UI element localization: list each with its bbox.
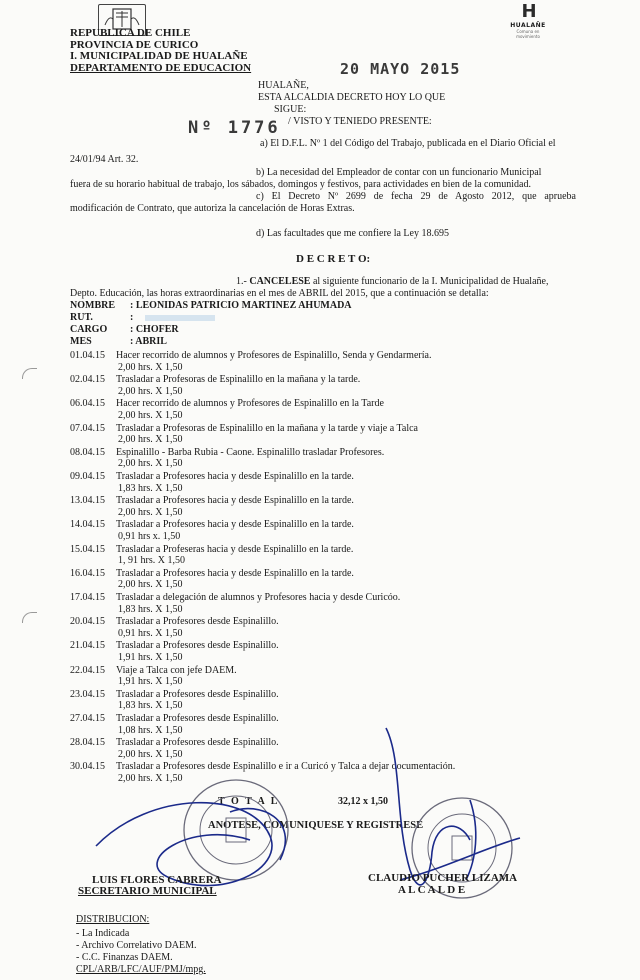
entry-description: Hacer recorrido de alumnos y Profesores de Espinalillo en la Tarde [116,398,384,410]
signature-left-title: SECRETARIO MUNICIPAL [78,885,217,897]
employee-rut: : [130,312,134,323]
header-line-department: DEPARTAMENTO DE EDUCACION [70,61,252,74]
decreto-title: D E C R E T O: [296,253,371,265]
entry-row [70,665,237,677]
signature-left-name: LUIS FLORES CABRERA [92,874,222,886]
logo-name: HUALAÑE [510,22,546,29]
entry-row [70,592,400,604]
resolution-keyword: CANCELESE [249,276,311,287]
entry-date: 06.04.15 [70,398,105,410]
employee-rut-label: RUT. [70,312,93,323]
entry-row [70,350,431,362]
entry-hours: 0,91 hrs x. 1,50 [118,530,181,542]
header-line-province: PROVINCIA DE CURICO [70,38,199,51]
employee-mes: : ABRIL [130,336,167,347]
consideration-c-line1: c) El Decreto Nº 2699 de fecha 29 de Agosto 2012, que aprueba [256,191,576,202]
entry-description: Trasladar a Profesores hacia y desde Espinalillo en la tarde. [116,471,354,482]
employee-mes-row [70,336,167,348]
entry-row [70,495,354,507]
entry-hours: 2,00 hrs. X 1,50 [118,458,183,470]
entry-hours: 2,00 hrs. X 1,50 [118,361,183,373]
entry-description: Trasladar a Profesores desde Espinalillo. [116,737,279,749]
entry-description: Espinalillo - Barba Rubia - Caone. Espinalillo trasladar Profesores. [116,446,385,458]
entry-date: 23.04.15 [70,688,105,700]
entry-date: 21.04.15 [70,640,105,652]
redacted-rut [145,315,215,321]
entry-description: Trasladar a Profesoras de Espinalillo en la mañana y la tarde. [116,374,361,386]
entry-date: 16.04.15 [70,567,105,579]
date-stamp: 20 MAYO 2015 [340,60,461,78]
entry-description: Trasladar a Profesores desde Espinalillo e ir a Curicó y Talca a dejar documentación. [116,761,456,773]
entry-date: 30.04.15 [70,761,105,773]
entry-hours: 2,00 hrs. X 1,50 [118,434,183,446]
entry-hours: 2,00 hrs. X 1,50 [118,409,183,421]
margin-mark [22,612,37,623]
employee-name-row [70,300,352,312]
entry-description: Trasladar a Profesores desde Espinalillo. [116,616,279,628]
distribution-initials: CPL/ARB/LFC/AUF/PMJ/mpg. [76,964,206,975]
entry-row [70,568,354,580]
entry-row [70,423,418,435]
distribution-title: DISTRIBUCION: [76,914,150,925]
entry-row [70,544,353,556]
entry-date: 20.04.15 [70,616,105,628]
intro-sigue: SIGUE: [274,104,307,115]
signature-alcalde-icon [386,728,520,885]
consideration-a-line2: 24/01/94 Art. 32. [70,154,139,165]
entry-row [70,761,455,773]
consideration-a-line1: a) El D.F.L. Nº 1 del Código del Trabajo, publicada en el Diario Oficial el [260,138,556,149]
entry-description: Viaje a Talca con jefe DAEM. [116,664,237,676]
signature-right-name: CLAUDIO PUCHER LIZAMA [368,872,518,884]
entry-description: Trasladar a Profesores hacia y desde Espinalillo en la tarde. [116,495,354,507]
entry-row [70,737,279,749]
total-label: T O T A L [218,796,280,807]
entry-hours: 1,08 hrs. X 1,50 [118,724,183,736]
employee-cargo: : CHOFER [130,324,179,335]
consideration-d-line1: d) Las facultades que me confiere la Ley 18.695 [256,228,449,239]
entry-date: 02.04.15 [70,374,105,386]
resolution-line2: Depto. Educación, las horas extraordinarias en el mes de ABRIL del 2015, que a continuación se detalla: [70,288,489,299]
entry-row [70,713,279,725]
entry-row [70,689,279,701]
closing-formula: ANOTESE, COMUNIQUESE Y REGISTRESE [208,820,424,831]
entry-description: Trasladar a Profeseras hacia y desde Espinalillo en la tarde. [116,543,354,555]
distribution-item: - La Indicada [76,928,130,939]
entry-hours: 1,91 hrs. X 1,50 [118,676,183,688]
distribution-item: - Archivo Correlativo DAEM. [76,940,197,951]
entry-hours: 1,83 hrs. X 1,50 [118,700,183,712]
entry-hours: 1, 91 hrs. X 1,50 [118,555,185,567]
entry-row [70,471,354,483]
entry-date: 15.04.15 [70,543,105,555]
entry-row [70,447,384,459]
entry-hours: 2,00 hrs. X 1,50 [118,385,183,397]
resolution-line1 [236,276,548,288]
entry-row [70,374,360,386]
resolution-prefix: 1.- [236,276,250,287]
entry-date: 13.04.15 [70,495,105,507]
entry-row [70,398,384,410]
entry-description: Trasladar a Profesores desde Espinalillo. [116,713,279,724]
entry-description: Hacer recorrido de alumnos y Profesores de Espinalillo, Senda y Gendarmería. [116,350,432,361]
entry-description: Trasladar a Profesoras de Espinalillo en la mañana y la tarde y viaje a Talca [116,422,418,434]
entry-hours: 0,91 hrs. X 1,50 [118,627,183,639]
entry-date: 17.04.15 [70,592,105,603]
entry-date: 14.04.15 [70,519,105,531]
logo-tagline: Comuna en movimiento [516,29,540,39]
resolution-line1-rest: al siguiente funcionario de la I. Municipalidad de Hualañe, [310,276,549,287]
entry-hours: 1,83 hrs. X 1,50 [118,482,183,494]
employee-cargo-label: CARGO [70,324,108,335]
entry-row [70,519,354,531]
entry-description: Trasladar a Profesores hacia y desde Espinalillo en la tarde. [116,519,354,531]
entry-date: 27.04.15 [70,713,105,724]
employee-name-label: NOMBRE [70,300,115,311]
entry-date: 22.04.15 [70,664,105,676]
entry-hours: 2,00 hrs. X 1,50 [118,506,183,518]
employee-name: : LEONIDAS PATRICIO MARTINEZ AHUMADA [130,300,352,311]
consideration-c-line2: modificación de Contrato, que autoriza la cancelación de Horas Extras. [70,203,355,214]
signature-right-title: A L C A L D E [398,884,466,896]
consideration-b-line1: b) La necesidad del Empleador de contar con un funcionario Municipal [256,167,542,178]
employee-cargo-row [70,324,179,336]
intro-place: HUALAÑE, [258,80,309,91]
employee-rut-row [70,312,215,324]
header-line-municipality: I. MUNICIPALIDAD DE HUALAÑE [70,50,248,62]
margin-mark [22,368,37,379]
logo-mark-icon: H [521,1,535,22]
employee-mes-label: MES [70,336,92,347]
entry-hours: 1,91 hrs. X 1,50 [118,651,183,663]
entry-row [70,616,279,628]
total-value: 32,12 x 1,50 [338,796,388,807]
entry-hours: 2,00 hrs. X 1,50 [118,748,183,760]
entry-row [70,640,279,652]
entry-description: Trasladar a delegación de alumnos y Profesores hacia y desde Curicóo. [116,592,401,603]
header-line-country: REPUBLICA DE CHILE [70,27,191,39]
entry-date: 07.04.15 [70,422,105,434]
intro-line: ESTA ALCALDIA DECRETO HOY LO QUE [258,92,446,103]
consideration-b-line2: fuera de su horario habitual de trabajo, los sábados, domingos y festivos, para actividades en bien de la comunidad. [70,179,531,190]
entry-date: 08.04.15 [70,446,105,458]
entry-description: Trasladar a Profesores hacia y desde Espinalillo en la tarde. [116,567,354,579]
entry-date: 28.04.15 [70,737,105,749]
entry-date: 01.04.15 [70,350,105,361]
decree-number-stamp: Nº 1776 [188,118,281,138]
entry-description: Trasladar a Profesores desde Espinalillo. [116,640,279,652]
entry-date: 09.04.15 [70,471,105,482]
entry-hours: 1,83 hrs. X 1,50 [118,603,183,615]
distribution-item: - C.C. Finanzas DAEM. [76,952,173,963]
entry-description: Trasladar a Profesores desde Espinalillo. [116,688,279,700]
letterhead [70,28,251,74]
hualane-logo [508,2,548,39]
entry-hours: 2,00 hrs. X 1,50 [118,579,183,591]
intro-visto: / VISTO Y TENIEDO PRESENTE: [288,116,432,127]
entry-hours: 2,00 hrs. X 1,50 [118,772,183,784]
